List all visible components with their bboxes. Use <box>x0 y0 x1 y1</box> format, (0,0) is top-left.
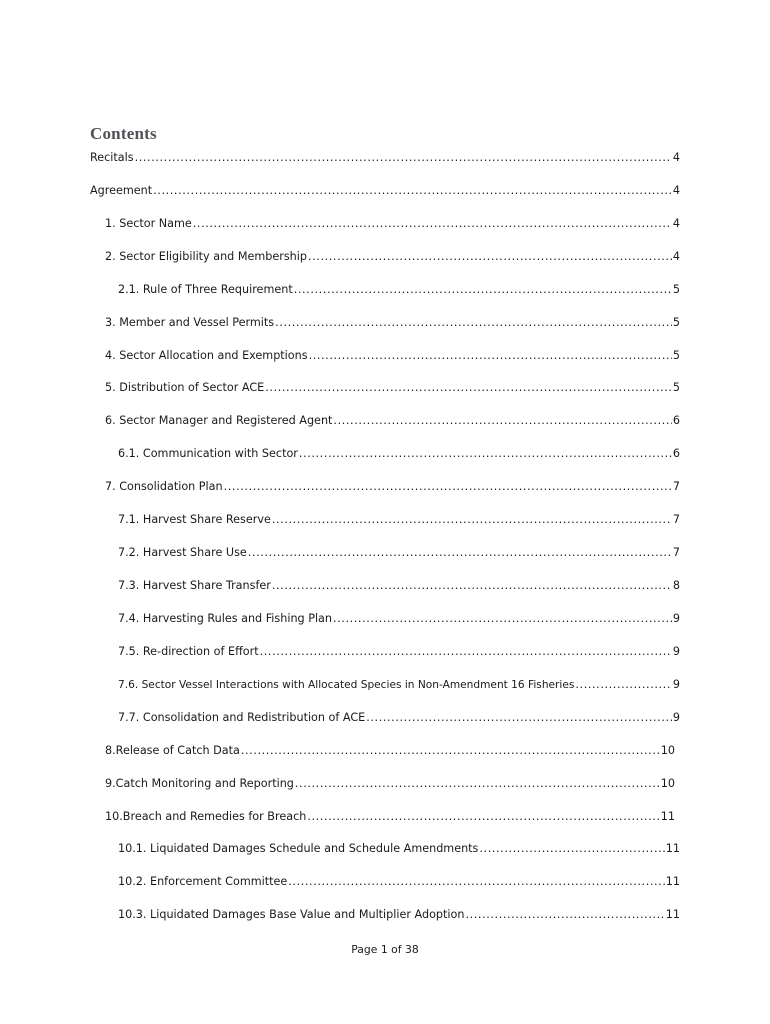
toc-entry-catch-monitoring[interactable] <box>105 777 675 791</box>
toc-entry-page: 10 <box>660 744 675 757</box>
toc-dot-leader <box>308 250 672 264</box>
toc-entry-title: 7.6. Sector Vessel Interactions with Allocated Species in Non-Amendment 16 Fisheries <box>118 679 575 691</box>
toc-entry-page: 6 <box>672 414 680 427</box>
toc-dot-leader <box>248 546 672 560</box>
toc-dot-leader <box>465 908 664 922</box>
toc-dot-leader <box>272 579 672 593</box>
toc-entry-title: 7.7. Consolidation and Redistribution of ACE <box>118 711 366 724</box>
toc-entry-page: 7 <box>672 480 680 493</box>
toc-entry-page: 6 <box>672 447 680 460</box>
toc-entry-page: 10 <box>660 777 675 790</box>
toc-entry-title: 7.1. Harvest Share Reserve <box>118 513 271 526</box>
toc-entry-title: 9.Catch Monitoring and Reporting <box>105 777 294 790</box>
toc-entry-page: 11 <box>660 810 675 823</box>
toc-entry-page: 9 <box>672 678 680 691</box>
toc-entry-page: 4 <box>672 184 680 197</box>
toc-dot-leader <box>295 777 660 791</box>
toc-dot-leader <box>135 151 672 165</box>
toc-entry-title: 7. Consolidation Plan <box>105 480 223 493</box>
toc-dot-leader <box>299 447 672 461</box>
toc-entry-page: 4 <box>672 151 680 164</box>
toc-entry-title: 2. Sector Eligibility and Membership <box>105 250 307 263</box>
toc-entry-page: 9 <box>672 711 680 724</box>
toc-entry-title: 7.3. Harvest Share Transfer <box>118 579 271 592</box>
toc-entry-rule-of-three[interactable] <box>118 283 680 297</box>
toc-entry-recitals[interactable] <box>90 151 680 165</box>
toc-dot-leader <box>272 513 672 527</box>
toc-entry-permits[interactable] <box>105 316 680 330</box>
toc-entry-title: 5. Distribution of Sector ACE <box>105 381 265 394</box>
toc-dot-leader <box>275 316 672 330</box>
toc-entry-title: 7.4. Harvesting Rules and Fishing Plan <box>118 612 332 625</box>
toc-entry-harvest-reserve[interactable] <box>118 513 680 527</box>
toc-dot-leader <box>575 678 671 692</box>
toc-dot-leader <box>366 711 672 725</box>
toc-dot-leader <box>479 842 664 856</box>
toc-entry-title: 7.2. Harvest Share Use <box>118 546 247 559</box>
toc-entry-title: Recitals <box>90 151 134 164</box>
toc-entry-redirection[interactable] <box>118 645 680 659</box>
toc-entry-distribution[interactable] <box>105 381 680 395</box>
toc-entry-page: 7 <box>672 546 680 559</box>
toc-dot-leader <box>294 283 672 297</box>
toc-dot-leader <box>241 744 660 758</box>
toc-dot-leader <box>307 810 659 824</box>
toc-dot-leader <box>260 645 672 659</box>
toc-dot-leader <box>309 349 672 363</box>
toc-entry-manager[interactable] <box>105 414 680 428</box>
toc-entry-page: 8 <box>672 579 680 592</box>
toc-entry-harvesting-rules[interactable] <box>118 612 680 626</box>
toc-dot-leader <box>288 875 664 889</box>
toc-entry-page: 11 <box>665 875 680 888</box>
toc-entry-title: 6.1. Communication with Sector <box>118 447 298 460</box>
toc-entry-agreement[interactable] <box>90 184 680 198</box>
toc-entry-base-value[interactable] <box>118 908 680 922</box>
toc-entry-harvest-use[interactable] <box>118 546 680 560</box>
toc-entry-vessel-interactions[interactable] <box>118 678 680 692</box>
toc-entry-consolidation[interactable] <box>105 480 680 494</box>
toc-entry-page: 4 <box>672 250 680 263</box>
toc-entry-enforcement[interactable] <box>118 875 680 889</box>
toc-entry-page: 9 <box>672 645 680 658</box>
toc-entry-title: 10.2. Enforcement Committee <box>118 875 288 888</box>
toc-dot-leader <box>333 414 671 428</box>
toc-entry-title: Agreement <box>90 184 153 197</box>
toc-entry-title: 7.5. Re-direction of Effort <box>118 645 259 658</box>
toc-entry-sector-name[interactable] <box>105 217 680 231</box>
toc-heading: Contents <box>90 124 157 143</box>
toc-entry-page: 5 <box>672 381 680 394</box>
toc-entry-title: 8.Release of Catch Data <box>105 744 240 757</box>
toc-dot-leader <box>193 217 672 231</box>
toc-entry-title: 2.1. Rule of Three Requirement <box>118 283 293 296</box>
toc-entry-page: 9 <box>672 612 680 625</box>
toc-entry-page: 5 <box>672 316 680 329</box>
toc-entry-page: 11 <box>665 842 680 855</box>
toc-dot-leader <box>265 381 672 395</box>
toc-dot-leader <box>224 480 672 494</box>
toc-entry-page: 11 <box>665 908 680 921</box>
toc-entry-page: 5 <box>672 283 680 296</box>
toc-dot-leader <box>333 612 672 626</box>
toc-entry-communication[interactable] <box>118 447 680 461</box>
toc-entry-redistribution[interactable] <box>118 711 680 725</box>
toc-entry-breach[interactable] <box>105 810 675 824</box>
toc-entry-title: 10.Breach and Remedies for Breach <box>105 810 307 823</box>
toc-entry-title: 4. Sector Allocation and Exemptions <box>105 349 308 362</box>
toc-entry-eligibility[interactable] <box>105 250 680 264</box>
toc-dot-leader <box>153 184 672 198</box>
page-number-footer: Page 1 of 38 <box>351 943 419 956</box>
toc-entry-title: 10.3. Liquidated Damages Base Value and Multiplier Adoption <box>118 908 465 921</box>
toc-entry-title: 10.1. Liquidated Damages Schedule and Schedule Amendments <box>118 842 479 855</box>
toc-entry-catch-data[interactable] <box>105 744 675 758</box>
toc-entry-page: 5 <box>672 349 680 362</box>
toc-entry-page: 4 <box>672 217 680 230</box>
toc-entry-title: 6. Sector Manager and Registered Agent <box>105 414 333 427</box>
toc-entry-harvest-transfer[interactable] <box>118 579 680 593</box>
toc-entry-page: 7 <box>672 513 680 526</box>
toc-entry-damages-schedule[interactable] <box>118 842 680 856</box>
toc-entry-title: 1. Sector Name <box>105 217 192 230</box>
toc-entry-title: 3. Member and Vessel Permits <box>105 316 275 329</box>
toc-entry-allocation[interactable] <box>105 349 680 363</box>
